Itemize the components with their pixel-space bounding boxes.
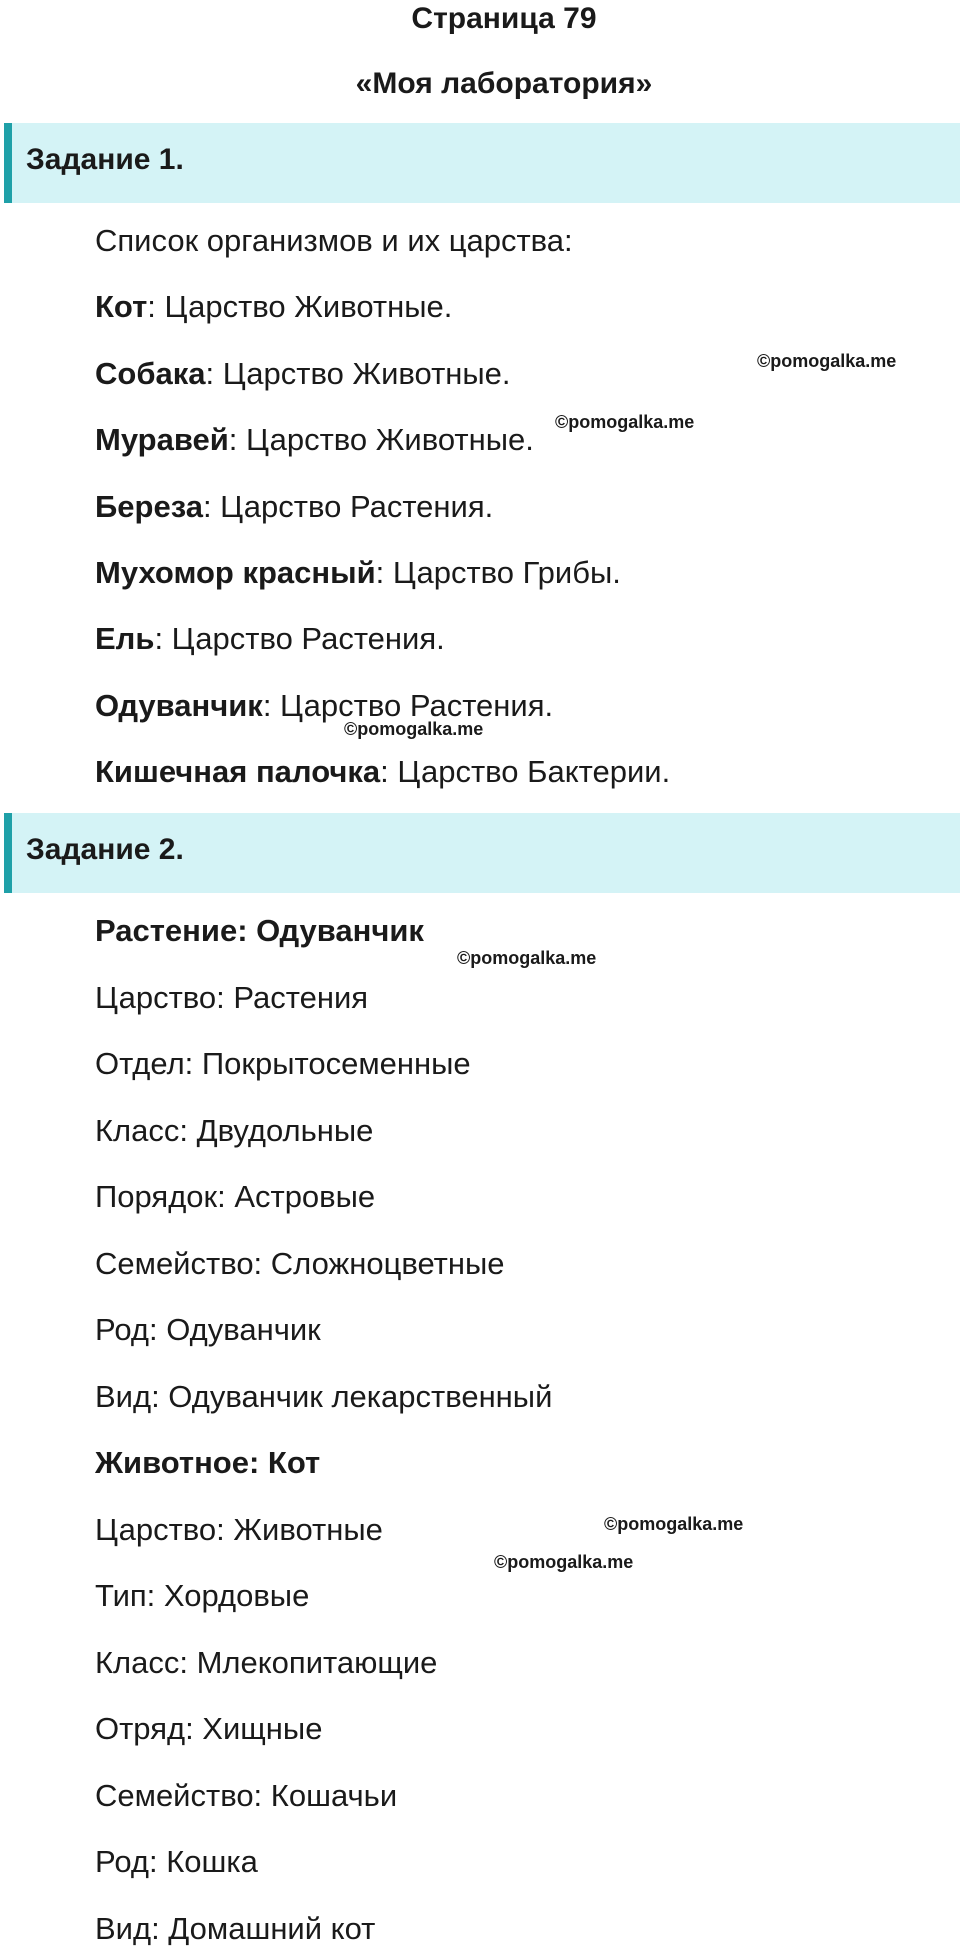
plant-line: Порядок: Астровые (95, 1179, 376, 1214)
organism-item (95, 754, 670, 790)
organism-kingdom: : Царство Растения. (154, 621, 445, 656)
plant-line: Вид: Одуванчик лекарственный (95, 1379, 553, 1414)
watermark: ©pomogalka.me (344, 719, 484, 739)
watermark: ©pomogalka.me (604, 1514, 744, 1534)
organism-item (95, 621, 445, 657)
task-2-heading: Задание 2. (26, 833, 184, 866)
animal-line: Класс: Млекопитающие (95, 1645, 438, 1680)
task-1-intro: Список организмов и их царства: (95, 223, 573, 258)
section-title: «Моя лаборатория» (355, 67, 653, 100)
organism-kingdom: : Царство Растения. (202, 489, 494, 524)
animal-line: Вид: Домашний кот (95, 1911, 376, 1946)
organism-item (95, 422, 534, 458)
organism-name: Кот (95, 289, 148, 324)
organism-kingdom: : Царство Растения. (262, 688, 554, 723)
watermark: ©pomogalka.me (555, 412, 695, 432)
organism-name: Мухомор красный (95, 555, 376, 590)
organism-kingdom: : Царство Бактерии. (380, 754, 671, 789)
organism-item (95, 289, 452, 325)
animal-line: Царство: Животные (95, 1512, 383, 1547)
organism-item (95, 688, 553, 724)
plant-line: Класс: Двудольные (95, 1113, 374, 1148)
plant-line: Царство: Растения (95, 980, 369, 1015)
organism-kingdom: : Царство Животные. (147, 289, 453, 324)
organism-item (95, 489, 493, 525)
task-2-heading-bar (4, 813, 960, 893)
watermark: ©pomogalka.me (494, 1552, 634, 1572)
organism-name: Береза (95, 489, 203, 524)
watermark: ©pomogalka.me (457, 948, 597, 968)
plant-title: Растение: Одуванчик (95, 913, 424, 948)
page-title: Страница 79 (411, 2, 597, 35)
organism-kingdom: : Царство Грибы. (375, 555, 621, 590)
organism-item (95, 356, 511, 392)
animal-line: Семейство: Кошачьи (95, 1778, 398, 1813)
organism-name: Ель (95, 621, 155, 656)
organism-name: Кишечная палочка (95, 754, 381, 789)
organism-item (95, 555, 621, 591)
watermark: ©pomogalka.me (757, 351, 897, 371)
task-1-heading-bar (4, 123, 960, 203)
animal-title: Животное: Кот (95, 1445, 321, 1480)
animal-line: Отряд: Хищные (95, 1711, 323, 1746)
task-1-heading: Задание 1. (26, 143, 184, 176)
organism-name: Собака (95, 356, 206, 391)
organism-name: Одуванчик (95, 688, 263, 723)
animal-line: Род: Кошка (95, 1844, 258, 1879)
organism-kingdom: : Царство Животные. (205, 356, 511, 391)
organism-kingdom: : Царство Животные. (228, 422, 534, 457)
organism-name: Муравей (95, 422, 229, 457)
animal-line: Тип: Хордовые (95, 1578, 310, 1613)
plant-line: Отдел: Покрытосеменные (95, 1046, 471, 1081)
plant-line: Семейство: Сложноцветные (95, 1246, 505, 1281)
plant-line: Род: Одуванчик (95, 1312, 321, 1347)
